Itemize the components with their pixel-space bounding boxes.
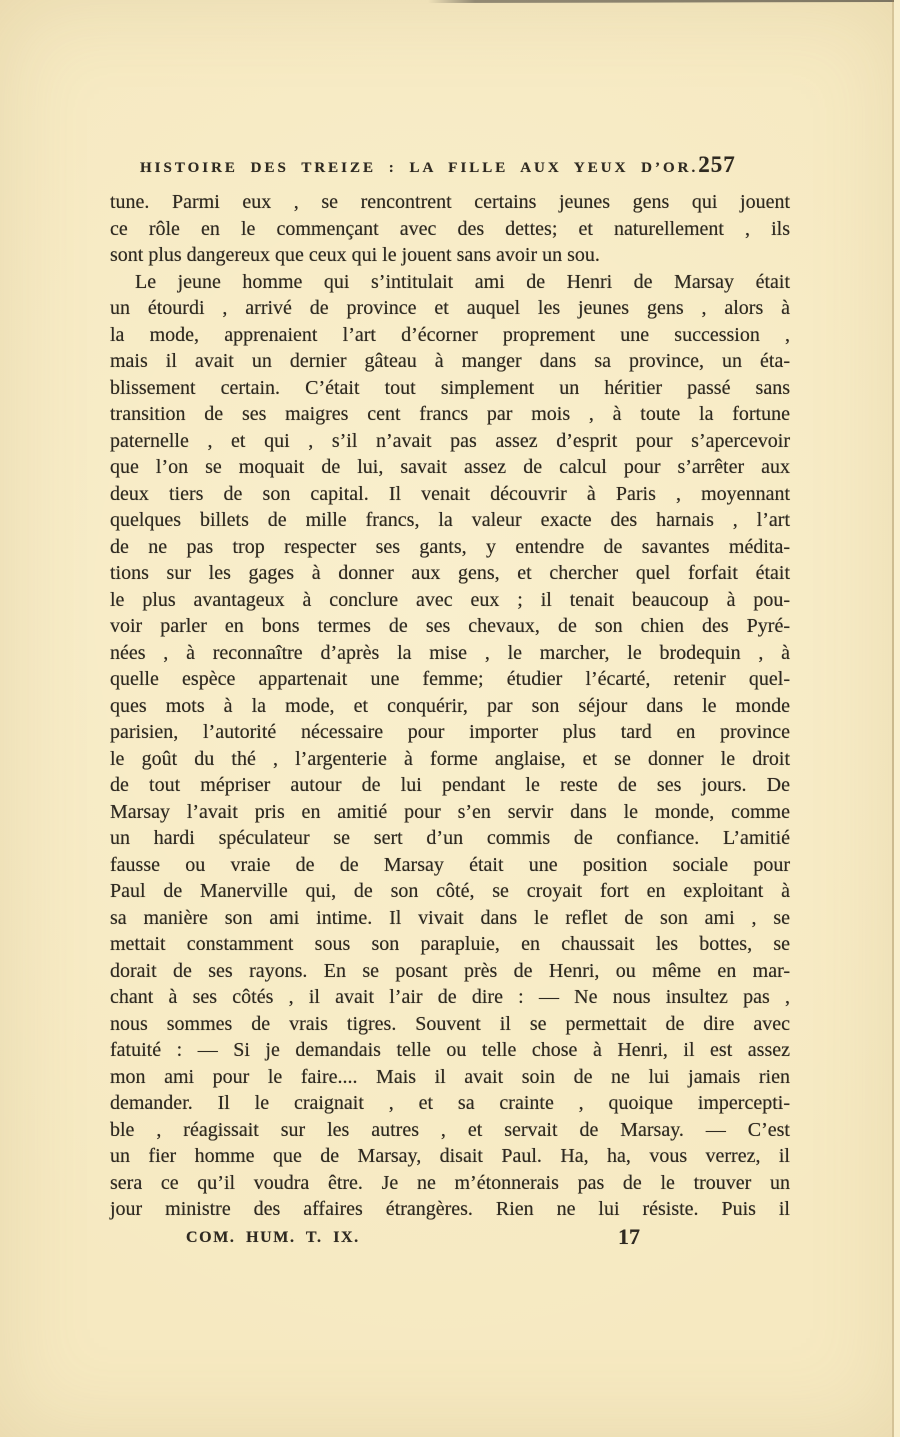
scan-page-edge-strip (894, 0, 900, 1437)
text-line: demander. Il le craignait , et sa crainte , quoique impercepti- (110, 1092, 790, 1114)
text-line: transition de ses maigres cent francs par mois , à toute la fortune (110, 403, 790, 425)
text-line: sa manière son ami intime. Il vivait dans le reflet de son ami , se (110, 906, 790, 929)
text-line: jour ministre des affaires étrangères. Rien ne lui résiste. Puis il (110, 1198, 790, 1220)
text-line: de ne pas trop respecter ses gants, y entendre de savantes médita- (110, 535, 790, 558)
text-line: Marsay l’avait pris en amitié pour s’en servir dans le monde, comme (110, 800, 790, 823)
scan-top-edge-artifact (428, 0, 900, 3)
text-line: nées , à reconnaître d’après la mise , le marcher, le brodequin , à (110, 641, 790, 664)
text-line: que l’on se moquait de lui, savait assez de calcul pour s’arrêter aux (110, 456, 790, 478)
text-line: chant à ses côtés , il avait l’air de dire : — Ne nous insultez pas , (110, 986, 790, 1008)
text-line: mettait constamment sous son parapluie, en chaussait les bottes, se (110, 933, 790, 955)
page-footer (0, 1224, 900, 1258)
text-line: blissement certain. C’était tout simplement un héritier passé sans (110, 376, 790, 399)
page-header (140, 152, 736, 178)
text-line: un étourdi , arrivé de province et auquel les jeunes gens , alors à (110, 297, 790, 319)
text-line: deux tiers de son capital. Il venait découvrir à Paris , moyennant (110, 482, 790, 505)
text-line: fatuité : — Si je demandais telle ou telle chose à Henri, il est assez (110, 1039, 790, 1061)
text-line: un fier homme que de Marsay, disait Paul. Ha, ha, vous verrez, il (110, 1145, 790, 1167)
text-line: ques mots à la mode, et conquérir, par son séjour dans le monde (110, 694, 790, 717)
text-line: tune. Parmi eux , se rencontrent certains jeunes gens qui jouent (110, 191, 790, 213)
text-line: voir parler en bons termes de ses chevaux, de son chien des Pyré- (110, 615, 790, 637)
scan-page-edge-line (892, 0, 894, 1437)
text-line: tions sur les gages à donner aux gens, et chercher quel forfait était (110, 562, 790, 584)
text-line: mon ami pour le faire.... Mais il avait soin de ne lui jamais rien (110, 1065, 790, 1088)
signature-mark: COM. HUM. T. IX. (186, 1229, 360, 1246)
text-line: quelle espèce appartenait une femme; étudier l’écarté, retenir quel- (110, 668, 790, 690)
text-line: sont plus dangereux que ceux qui le jouent sans avoir un sou. (110, 244, 600, 266)
text-line: de tout mépriser autour de lui pendant le reste de ses jours. De (110, 774, 790, 796)
text-line: Le jeune homme qui s’intitulait ami de Henri de Marsay était (135, 270, 790, 293)
text-line: ce rôle en le commençant avec des dettes; et naturellement , ils (110, 217, 790, 240)
text-line: fausse ou vraie de de Marsay était une position sociale pour (110, 853, 790, 876)
body-text-block (110, 189, 790, 1223)
text-line: ble , réagissait sur les autres , et servait de Marsay. — C’est (110, 1118, 790, 1141)
text-line: Paul de Manerville qui, de son côté, se croyait fort en exploitant à (110, 880, 790, 902)
text-line: le goût du thé , l’argenterie à forme anglaise, et se donner le droit (110, 747, 790, 770)
text-line: nous sommes de vrais tigres. Souvent il se permettait de dire avec (110, 1012, 790, 1035)
text-line: quelques billets de mille francs, la valeur exacte des harnais , l’art (110, 509, 790, 531)
text-line: un hardi spéculateur se sert d’un commis de confiance. L’amitié (110, 827, 790, 849)
running-title: HISTOIRE DES TREIZE : LA FILLE AUX YEUX D’OR. (140, 160, 699, 176)
text-line: la mode, apprenaient l’art d’écorner proprement une succession , (110, 323, 790, 346)
page-number: 257 (698, 152, 736, 177)
text-line: parisien, l’autorité nécessaire pour importer plus tard en province (110, 721, 790, 743)
text-line: dorait de ses rayons. En se posant près de Henri, ou même en mar- (110, 959, 790, 982)
text-line: le plus avantageux à conclure avec eux ; il tenait beaucoup à pou- (110, 588, 790, 611)
sheet-number: 17 (618, 1224, 640, 1249)
text-line: mais il avait un dernier gâteau à manger dans sa province, un éta- (110, 350, 790, 372)
text-line: paternelle , et qui , s’il n’avait pas assez d’esprit pour s’apercevoir (110, 429, 790, 452)
text-line: sera ce qu’il voudra être. Je ne m’étonnerais pas de le trouver un (110, 1171, 790, 1194)
